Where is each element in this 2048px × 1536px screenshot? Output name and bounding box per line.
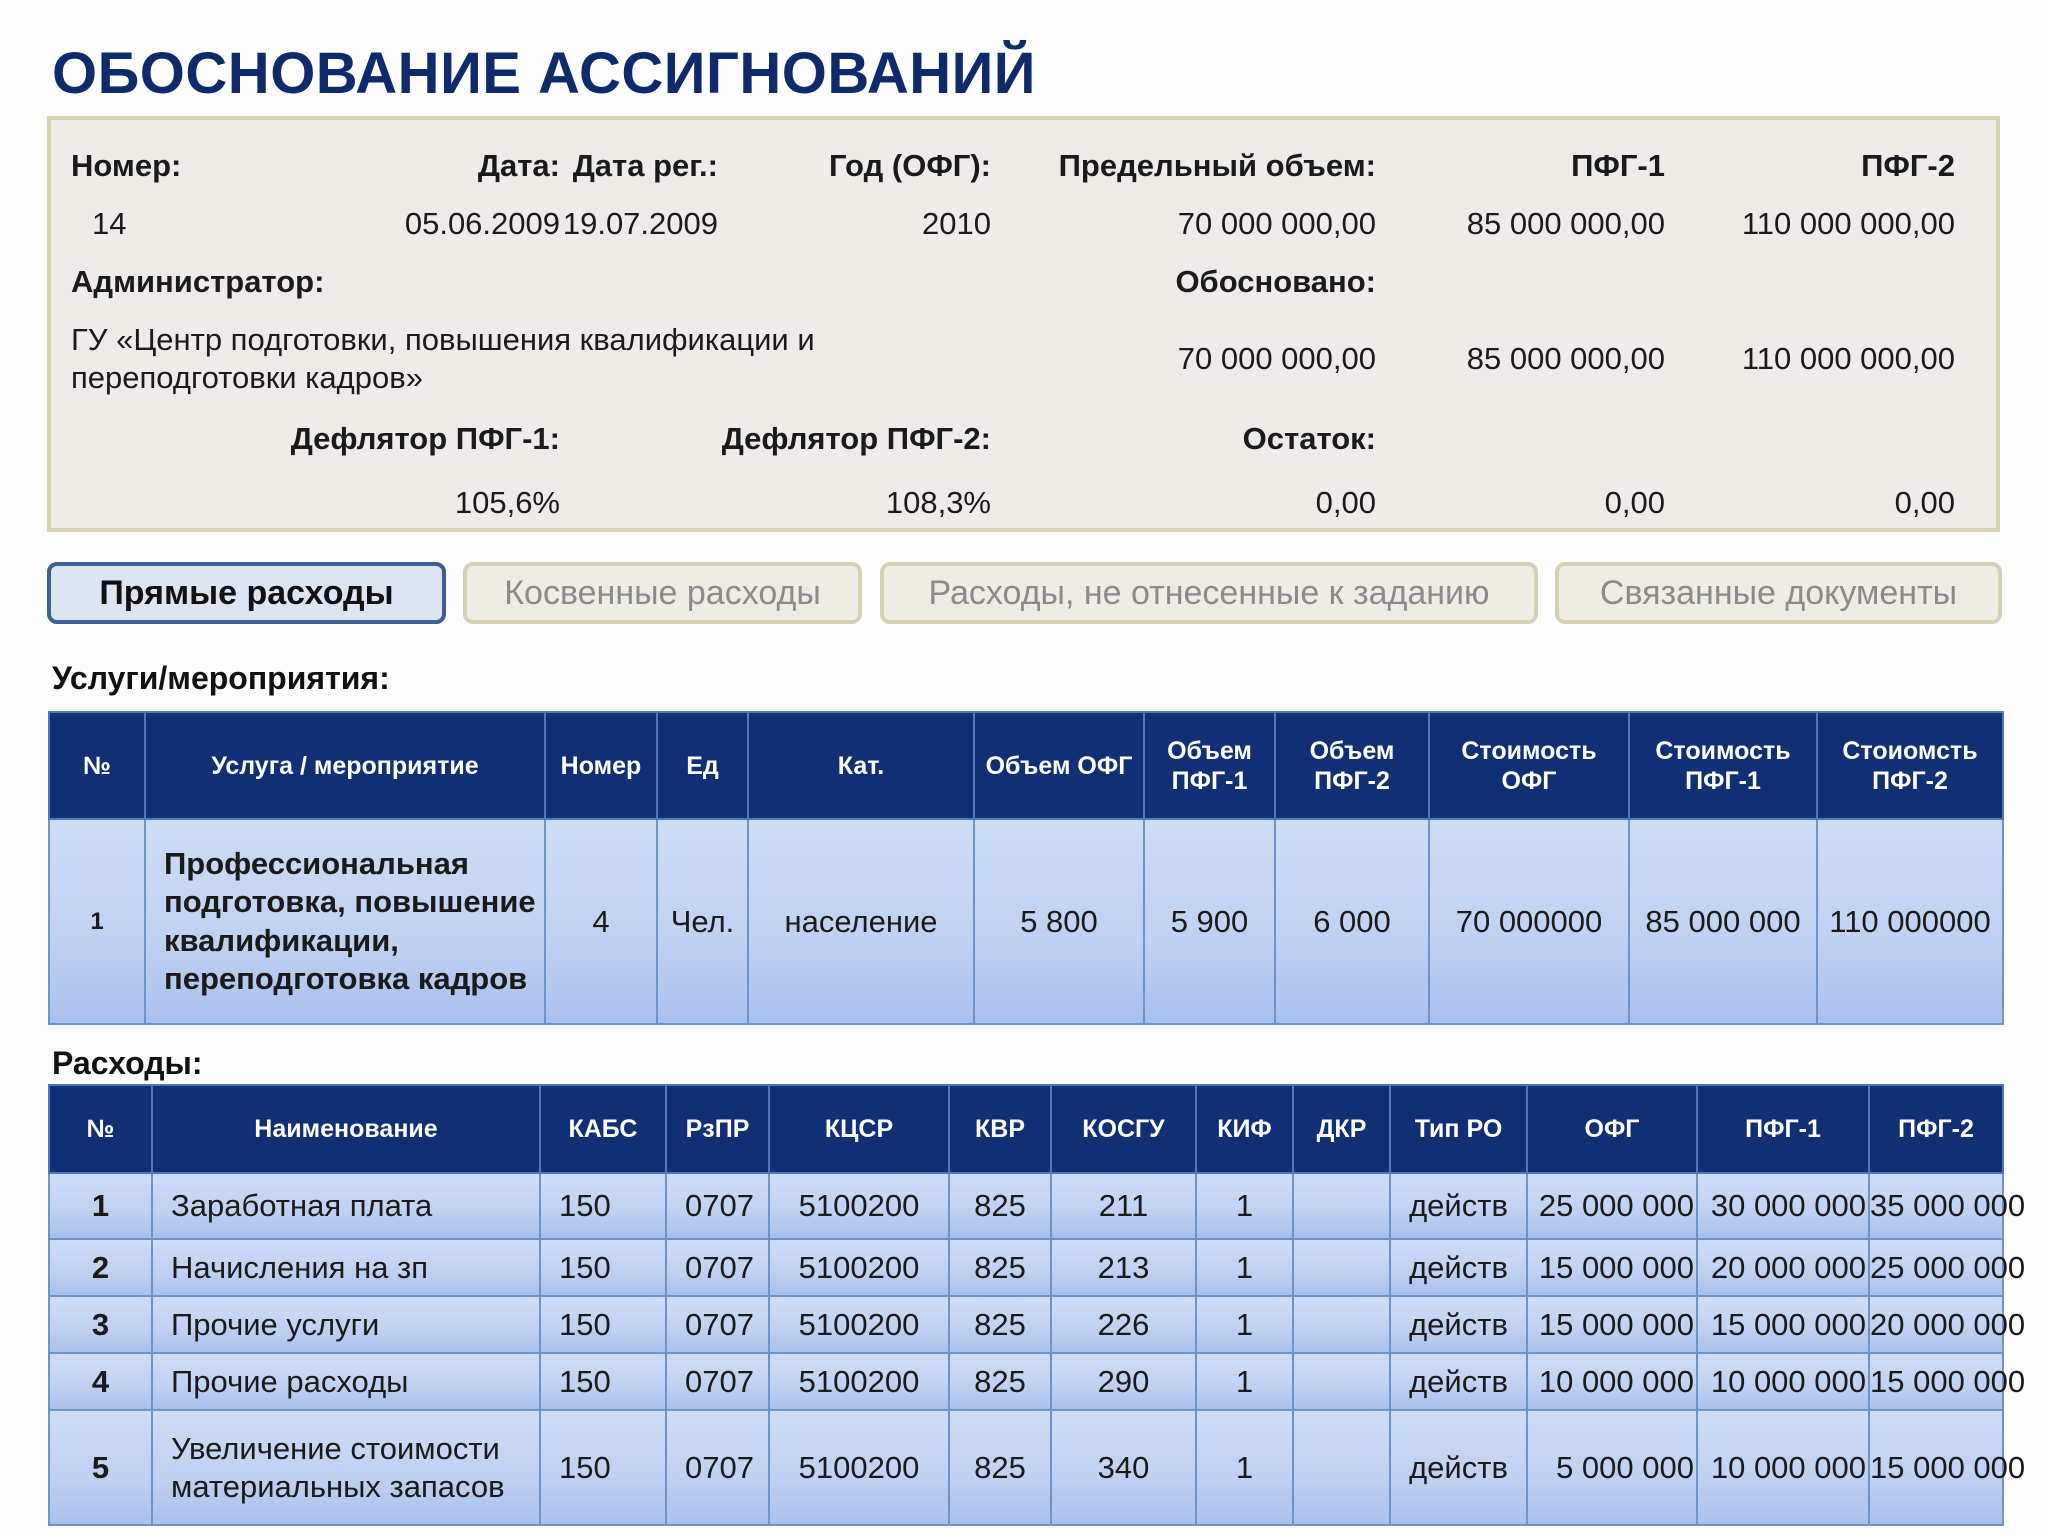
justified-label: Обосновано: [1175,264,1376,299]
service-number: 4 [545,819,657,1024]
reg-date-label: Дата рег.: [572,148,718,183]
amount-ofg: 5 000 000 [1527,1410,1697,1525]
column-header: Стоимость ПФГ-1 [1629,712,1817,819]
column-header: Объем ОФГ [974,712,1144,819]
amount-pfg1: 30 000 000 [1697,1173,1869,1239]
column-header: № [49,712,145,819]
column-header: ОФГ [1527,1085,1697,1173]
kabs-code: 150 [540,1353,666,1410]
rzpr-code: 0707 [666,1173,769,1239]
services-header-row [49,712,2003,819]
column-header: Наименование [152,1085,540,1173]
column-header: ПФГ-1 [1697,1085,1869,1173]
rzpr-code: 0707 [666,1353,769,1410]
remainder-pfg2-value: 0,00 [1894,485,1955,520]
expense-name: Заработная плата [152,1173,540,1239]
column-header: КВР [949,1085,1051,1173]
table-row[interactable] [49,1353,2003,1410]
amount-pfg2: 35 000 000 [1869,1173,2003,1239]
column-header: ДКР [1293,1085,1390,1173]
amount-pfg1: 20 000 000 [1697,1239,1869,1296]
amount-ofg: 25 000 000 [1527,1173,1697,1239]
column-header: Тип РО [1390,1085,1527,1173]
limit-pfg1-value: 85 000 000,00 [1466,206,1665,241]
row-number: 1 [49,819,145,1024]
kvr-code: 825 [949,1410,1051,1525]
rzpr-code: 0707 [666,1410,769,1525]
amount-pfg2: 15 000 000 [1869,1353,2003,1410]
kvr-code: 825 [949,1353,1051,1410]
kvr-code: 825 [949,1296,1051,1353]
dkr-code [1293,1173,1390,1239]
justified-pfg2-value: 110 000 000,00 [1741,341,1955,376]
row-number: 4 [49,1353,152,1410]
deflator1-value: 105,6% [454,485,560,520]
remainder-label: Остаток: [1242,421,1376,456]
column-header: КОСГУ [1051,1085,1196,1173]
expense-name: Прочие услуги [152,1296,540,1353]
expenses-table [48,1084,2026,1526]
column-header: КАБС [540,1085,666,1173]
kabs-code: 150 [540,1296,666,1353]
kosgu-code: 340 [1051,1410,1196,1525]
kcsr-code: 5100200 [769,1173,949,1239]
category: население [748,819,974,1024]
kcsr-code: 5100200 [769,1296,949,1353]
column-header: ПФГ-2 [1869,1085,2003,1173]
tab-unassigned-expenses[interactable]: Расходы, не отнесенные к заданию [880,562,1538,624]
justified-pfg1-value: 85 000 000,00 [1466,341,1665,376]
unit: Чел. [657,819,748,1024]
expense-name: Увеличение стоимости материальных запасов [152,1410,540,1525]
column-header: КИФ [1196,1085,1293,1173]
column-header: № [49,1085,152,1173]
volume-pfg2: 6 000 [1275,819,1429,1024]
deflator2-value: 108,3% [885,485,991,520]
deflator1-label: Дефлятор ПФГ-1: [290,421,560,456]
kvr-code: 825 [949,1173,1051,1239]
ro-type: действ [1390,1353,1527,1410]
kosgu-code: 226 [1051,1296,1196,1353]
kabs-code: 150 [540,1239,666,1296]
amount-pfg1: 10 000 000 [1697,1353,1869,1410]
page-title: ОБОСНОВАНИЕ АССИГНОВАНИЙ [52,41,1036,106]
pfg1-label: ПФГ-1 [1571,148,1665,183]
kosgu-code: 213 [1051,1239,1196,1296]
remainder-ofg-value: 0,00 [1315,485,1376,520]
cost-ofg: 70 000000 [1429,819,1629,1024]
kif-code: 1 [1196,1296,1293,1353]
table-row[interactable] [49,1173,2003,1239]
limit-pfg2-value: 110 000 000,00 [1741,206,1955,241]
justified-ofg-value: 70 000 000,00 [1177,341,1376,376]
services-section-label: Услуги/мероприятия: [52,660,390,696]
tab-related-documents[interactable]: Связанные документы [1555,562,2002,624]
kif-code: 1 [1196,1173,1293,1239]
cost-pfg1: 85 000 000 [1629,819,1817,1024]
amount-pfg1: 15 000 000 [1697,1296,1869,1353]
kosgu-code: 211 [1051,1173,1196,1239]
kif-code: 1 [1196,1410,1293,1525]
kvr-code: 825 [949,1239,1051,1296]
kif-code: 1 [1196,1353,1293,1410]
tab-direct-expenses[interactable]: Прямые расходы [47,562,446,624]
remainder-pfg1-value: 0,00 [1604,485,1665,520]
table-row[interactable] [49,819,2003,1024]
dkr-code [1293,1410,1390,1525]
tab-indirect-expenses[interactable]: Косвенные расходы [463,562,862,624]
ro-type: действ [1390,1173,1527,1239]
number-label: Номер: [71,148,182,183]
amount-pfg2: 25 000 000 [1869,1239,2003,1296]
dkr-code [1293,1296,1390,1353]
number-value: 14 [92,206,127,241]
cost-pfg2: 110 000000 [1817,819,2003,1024]
expenses-section-label: Расходы: [52,1045,203,1081]
column-header: Объем ПФГ-1 [1144,712,1275,819]
date-label: Дата: [477,148,560,183]
column-header: Кат. [748,712,974,819]
table-row[interactable] [49,1239,2003,1296]
kabs-code: 150 [540,1173,666,1239]
kcsr-code: 5100200 [769,1410,949,1525]
ro-type: действ [1390,1239,1527,1296]
amount-pfg2: 15 000 000 [1869,1410,2003,1525]
admin-label: Администратор: [71,264,325,299]
kcsr-code: 5100200 [769,1353,949,1410]
row-number: 2 [49,1239,152,1296]
ro-type: действ [1390,1410,1527,1525]
kosgu-code: 290 [1051,1353,1196,1410]
admin-name-line1: ГУ «Центр подготовки, повышения квалификации и [71,322,815,357]
volume-pfg1: 5 900 [1144,819,1275,1024]
column-header: Услуга / мероприятие [145,712,545,819]
assignment-info-panel [47,116,2000,532]
kcsr-code: 5100200 [769,1239,949,1296]
row-number: 1 [49,1173,152,1239]
expense-name: Начисления на зп [152,1239,540,1296]
reg-date-value: 19.07.2009 [562,206,718,241]
year-value: 2010 [922,206,991,241]
kif-code: 1 [1196,1239,1293,1296]
ro-type: действ [1390,1296,1527,1353]
expenses-header-row [49,1085,2003,1173]
pfg2-label: ПФГ-2 [1861,148,1955,183]
dkr-code [1293,1239,1390,1296]
services-table [48,711,2004,1025]
column-header: РзПР [666,1085,769,1173]
column-header: Ед [657,712,748,819]
column-header: КЦСР [769,1085,949,1173]
amount-ofg: 15 000 000 [1527,1296,1697,1353]
dkr-code [1293,1353,1390,1410]
row-number: 3 [49,1296,152,1353]
table-row[interactable] [49,1296,2003,1353]
volume-ofg: 5 800 [974,819,1144,1024]
expense-name: Прочие расходы [152,1353,540,1410]
year-label: Год (ОФГ): [829,148,991,183]
date-value: 05.06.2009 [404,206,560,241]
column-header: Номер [545,712,657,819]
table-row[interactable] [49,1410,2003,1525]
kabs-code: 150 [540,1410,666,1525]
limit-ofg-value: 70 000 000,00 [1177,206,1376,241]
rzpr-code: 0707 [666,1296,769,1353]
column-header: Объем ПФГ-2 [1275,712,1429,819]
row-number: 5 [49,1410,152,1525]
column-header: Стоиомсть ПФГ-2 [1817,712,2003,819]
deflator2-label: Дефлятор ПФГ-2: [721,421,991,456]
service-name: Профессиональная подготовка, повышение квалификации, переподготовка кадров [145,819,545,1024]
rzpr-code: 0707 [666,1239,769,1296]
column-header: Стоимость ОФГ [1429,712,1629,819]
admin-name-line2: переподготовки кадров» [71,360,423,395]
amount-ofg: 10 000 000 [1527,1353,1697,1410]
limit-label: Предельный объем: [1058,148,1376,183]
amount-ofg: 15 000 000 [1527,1239,1697,1296]
amount-pfg2: 20 000 000 [1869,1296,2003,1353]
amount-pfg1: 10 000 000 [1697,1410,1869,1525]
